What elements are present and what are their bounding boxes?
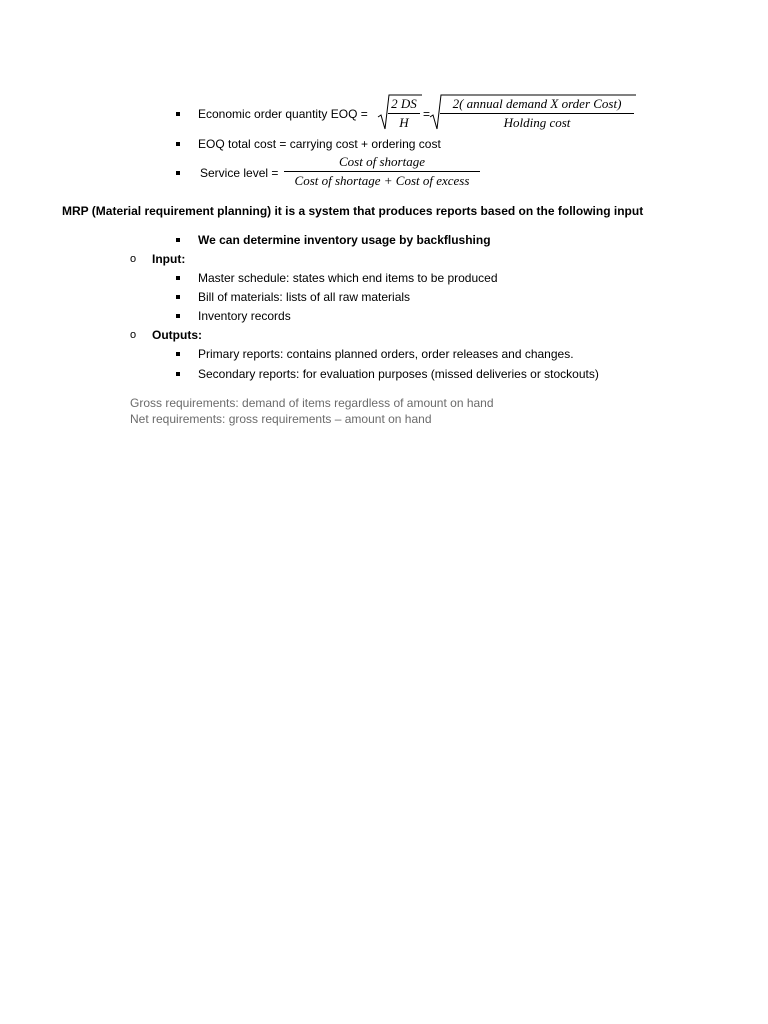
service-level-fraction: [284, 154, 480, 189]
square-bullet-icon: [176, 142, 180, 146]
square-bullet-icon: [176, 314, 180, 318]
outputs-label: Outputs:: [152, 328, 202, 342]
square-bullet-icon: [176, 276, 180, 280]
circle-bullet-icon: o: [130, 329, 137, 341]
square-bullet-icon: [176, 372, 180, 376]
eoq-label: Economic order quantity EOQ =: [198, 107, 368, 121]
service-level-label: Service level =: [200, 166, 279, 180]
output-item: Secondary reports: for evaluation purposes (missed deliveries or stockouts): [198, 367, 599, 381]
eoq-fraction-2-numerator: 2( annual demand X order Cost): [452, 96, 622, 111]
square-bullet-icon: [176, 295, 180, 299]
fraction-bar: [440, 113, 634, 114]
gross-requirements: Gross requirements: demand of items regardless of amount on hand: [130, 396, 494, 410]
eoq-fraction-1-denominator: H: [399, 115, 409, 130]
eoq-fraction-1-numerator: 2 DS: [391, 96, 417, 111]
fraction-bar: [388, 113, 420, 114]
eoq-total-cost: EOQ total cost = carrying cost + ordering cost: [198, 137, 441, 151]
input-item: Bill of materials: lists of all raw materials: [198, 290, 411, 304]
service-level-denominator: Cost of shortage + Cost of excess: [294, 173, 470, 188]
input-label: Input:: [152, 252, 186, 266]
eoq-fraction-2-denominator: Holding cost: [503, 115, 571, 130]
mrp-heading: MRP (Material requirement planning) it is a system that produces reports based on the following input: [62, 204, 644, 218]
eoq-fraction-1: [388, 96, 420, 131]
square-bullet-icon: [176, 112, 180, 116]
square-bullet-icon: [176, 238, 180, 242]
service-level-numerator: Cost of shortage: [339, 154, 425, 169]
eoq-fraction-2: [440, 96, 634, 131]
net-requirements: Net requirements: gross requirements – amount on hand: [130, 412, 432, 426]
square-bullet-icon: [176, 352, 180, 356]
fraction-bar: [284, 171, 480, 172]
backflush-text: We can determine inventory usage by backflushing: [198, 233, 491, 247]
equals-sign: =: [423, 107, 431, 121]
circle-bullet-icon: o: [130, 253, 137, 265]
input-item: Inventory records: [198, 309, 291, 323]
output-item: Primary reports: contains planned orders, order releases and changes.: [198, 347, 574, 361]
input-item: Master schedule: states which end items to be produced: [198, 271, 498, 285]
square-bullet-icon: [176, 171, 180, 175]
